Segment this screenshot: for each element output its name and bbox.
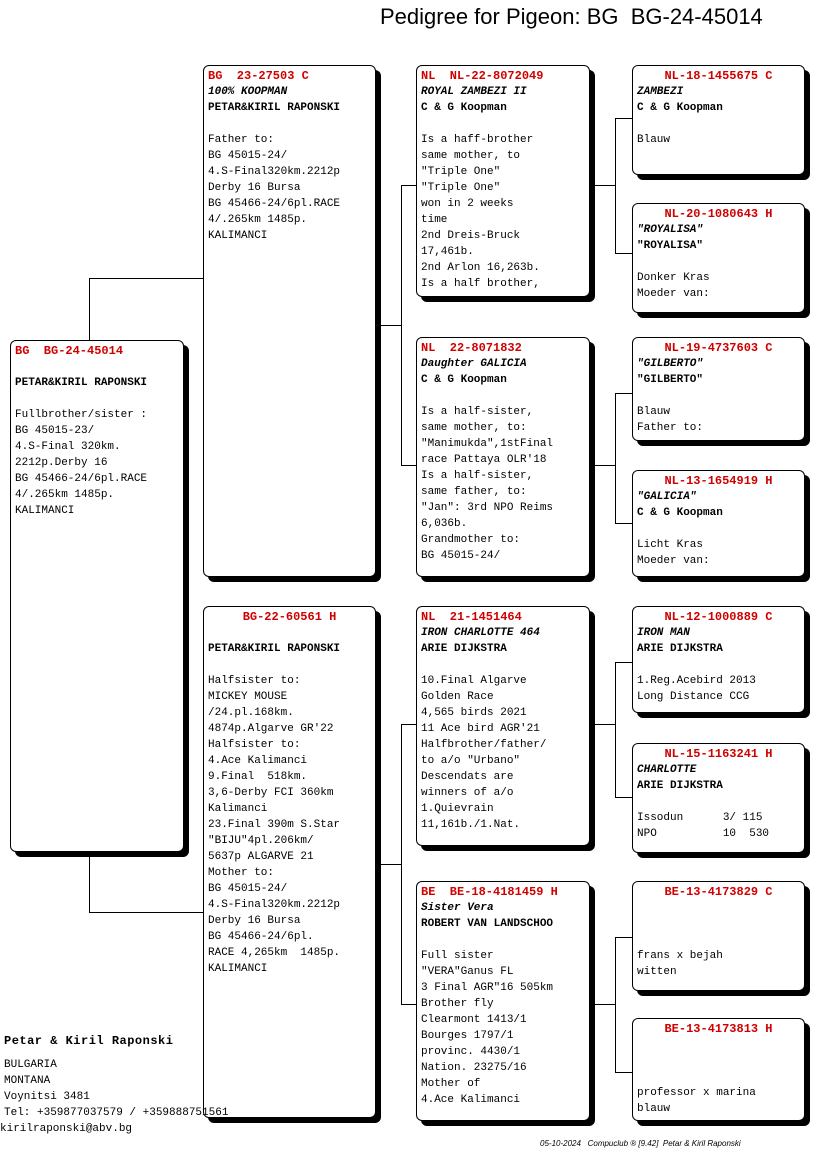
connector-line <box>376 864 401 865</box>
ancestor-card[interactable] <box>632 65 805 175</box>
pigeon-name: Sister Vera <box>421 902 494 914</box>
ring-number: BE-13-4173829 C <box>664 885 773 899</box>
info-line: "BIJU"4pl.206km/ <box>208 835 314 847</box>
connector-line <box>89 278 204 279</box>
info-line: Halfsister to: <box>208 739 301 751</box>
info-line: Halfbrother/father/ <box>421 739 547 751</box>
connector-line <box>615 393 616 523</box>
connector-line <box>401 724 417 725</box>
granddam-maternal-card[interactable] <box>416 881 590 1121</box>
connector-line <box>615 662 616 797</box>
pigeon-name: 100% KOOPMAN <box>208 86 288 98</box>
info-line: Licht Kras <box>637 539 704 551</box>
info-line: Is a half-sister, <box>421 470 534 482</box>
info-line: winners of a/o <box>421 787 514 799</box>
info-line: 3 Final AGR"16 505km <box>421 982 554 994</box>
ancestor-card[interactable] <box>632 337 805 441</box>
info-line: KALIMANCI <box>208 230 268 242</box>
breeder-email: kirilraponski@abv.bg <box>0 1123 133 1135</box>
connector-line <box>401 185 402 465</box>
info-line: Clearmont 1413/1 <box>421 1014 527 1026</box>
info-line: NPO 10 530 <box>637 828 770 840</box>
info-line: same mother, to <box>421 150 521 162</box>
breeder-address: Voynitsi 3481 <box>4 1091 90 1103</box>
ring-number: NL-15-1163241 H <box>664 747 773 761</box>
info-line: Is a half brother, <box>421 278 540 290</box>
info-line: Mother of <box>421 1078 481 1090</box>
mother-card[interactable] <box>203 606 376 1118</box>
info-line: 2212p.Derby 16 <box>15 457 108 469</box>
owner-name: PETAR&KIRIL RAPONSKI <box>15 377 148 389</box>
pigeon-name: CHARLOTTE <box>637 764 697 776</box>
connector-line <box>376 325 401 326</box>
pigeon-card[interactable] <box>10 340 184 852</box>
info-line: Moeder van: <box>637 288 710 300</box>
info-line: Moeder van: <box>637 555 710 567</box>
owner-name: C & G Koopman <box>421 102 507 114</box>
info-line: Blauw <box>637 406 671 418</box>
ring-number: BG-22-60561 H <box>242 610 337 624</box>
info-line: Kalimanci <box>208 803 268 815</box>
ring-number: NL-20-1080643 H <box>664 207 773 221</box>
pigeon-name: "ROYALISA" <box>637 224 704 236</box>
info-line: KALIMANCI <box>208 963 268 975</box>
info-line: 6,036b. <box>421 518 468 530</box>
info-line: Descendats are <box>421 771 514 783</box>
connector-line <box>590 185 615 186</box>
info-line: Derby 16 Bursa <box>208 182 301 194</box>
owner-name: ARIE DIJKSTRA <box>421 643 507 655</box>
pigeon-name: "GALICIA" <box>637 491 697 503</box>
ancestor-card[interactable] <box>632 1018 805 1121</box>
info-line: witten <box>637 966 677 978</box>
info-line: BG 45015-24/ <box>208 150 288 162</box>
info-line: 4.Ace Kalimanci <box>421 1094 521 1106</box>
ring-number: NL-19-4737603 C <box>664 341 773 355</box>
info-line: 17,461b. <box>421 246 474 258</box>
page-title: Pedigree for Pigeon: BG BG-24-45014 <box>380 4 763 29</box>
info-line: 4,565 birds 2021 <box>421 707 527 719</box>
info-line: Grandmother to: <box>421 534 521 546</box>
info-line: Father to: <box>637 422 704 434</box>
breeder-phone: Tel: +359877037579 / +359888751561 <box>4 1107 229 1119</box>
ancestor-card[interactable] <box>632 743 805 853</box>
info-line: Bourges 1797/1 <box>421 1030 514 1042</box>
info-line: 11 Ace bird AGR'21 <box>421 723 540 735</box>
breeder-name: Petar & Kiril Raponski <box>4 1034 174 1048</box>
owner-name: ARIE DIJKSTRA <box>637 643 723 655</box>
info-line: "Manimukda",1stFinal <box>421 438 554 450</box>
owner-name: ROBERT VAN LANDSCHOO <box>421 918 554 930</box>
grandsire-maternal-card[interactable] <box>416 606 590 846</box>
connector-line <box>615 662 632 663</box>
connector-line <box>615 253 632 254</box>
owner-name: C & G Koopman <box>637 507 723 519</box>
connector-line <box>615 937 616 1072</box>
ring-number: NL NL-22-8072049 <box>421 69 544 83</box>
info-line: provinc. 4430/1 <box>421 1046 521 1058</box>
info-line: "Triple One" <box>421 166 501 178</box>
connector-line <box>615 523 632 524</box>
grandsire-paternal-card[interactable] <box>416 65 590 297</box>
ring-number: BE-13-4173813 H <box>664 1022 773 1036</box>
connector-line <box>401 1004 417 1005</box>
connector-line <box>590 465 615 466</box>
info-line: 10.Final Algarve <box>421 675 527 687</box>
info-line: Is a haff-brother <box>421 134 534 146</box>
info-line: 1.Reg.Acebird 2013 <box>637 675 756 687</box>
info-line: Mother to: <box>208 867 275 879</box>
info-line: professor x marina <box>637 1087 756 1099</box>
owner-name: "ROYALISA" <box>637 240 704 252</box>
info-line: Donker Kras <box>637 272 710 284</box>
owner-name: ARIE DIJKSTRA <box>637 780 723 792</box>
info-line: KALIMANCI <box>15 505 75 517</box>
info-line: Long Distance CCG <box>637 691 750 703</box>
info-line: BG 45015-24/ <box>208 883 288 895</box>
connector-line <box>590 1004 615 1005</box>
connector-line <box>590 724 615 725</box>
info-line: BG 45015-24/ <box>421 550 501 562</box>
connector-line <box>401 724 402 1004</box>
ring-number: NL-18-1455675 C <box>664 69 773 83</box>
info-line: time <box>421 214 448 226</box>
info-line: to a/o "Urbano" <box>421 755 521 767</box>
ring-number: NL-12-1000889 C <box>664 610 773 624</box>
info-line: Issodun 3/ 115 <box>637 812 763 824</box>
info-line: Golden Race <box>421 691 494 703</box>
info-line: race Pattaya OLR'18 <box>421 454 547 466</box>
owner-name: C & G Koopman <box>637 102 723 114</box>
breeder-country: BULGARIA <box>4 1059 57 1071</box>
pigeon-name: ROYAL ZAMBEZI II <box>421 86 527 98</box>
info-line: BG 45466-24/6pl.RACE <box>208 198 341 210</box>
info-line: same father, to: <box>421 486 527 498</box>
father-card[interactable] <box>203 65 376 577</box>
owner-name: "GILBERTO" <box>637 374 704 386</box>
ring-number: NL-13-1654919 H <box>664 474 773 488</box>
info-line: BG 45466-24/6pl.RACE <box>15 473 148 485</box>
info-line: 2nd Dreis-Bruck <box>421 230 521 242</box>
ancestor-card[interactable] <box>632 470 805 577</box>
granddam-paternal-card[interactable] <box>416 337 590 577</box>
ring-number: BE BE-18-4181459 H <box>421 885 558 899</box>
info-line: BG 45466-24/6pl. <box>208 931 314 943</box>
ancestor-card[interactable] <box>632 881 805 991</box>
connector-line <box>401 185 417 186</box>
info-line: MICKEY MOUSE <box>208 691 288 703</box>
owner-name: PETAR&KIRIL RAPONSKI <box>208 102 341 114</box>
pigeon-name: IRON CHARLOTTE 464 <box>421 627 540 639</box>
connector-line <box>89 278 90 340</box>
pigeon-name: Daughter GALICIA <box>421 358 527 370</box>
info-line: 9.Final 518km. <box>208 771 308 783</box>
info-line: won in 2 weeks <box>421 198 514 210</box>
info-line: 4874p.Algarve GR'22 <box>208 723 334 735</box>
pigeon-name: "GILBERTO" <box>637 358 704 370</box>
owner-name: C & G Koopman <box>421 374 507 386</box>
info-line: 4/.265km 1485p. <box>208 214 308 226</box>
info-line: Blauw <box>637 134 671 146</box>
info-line: RACE 4,265km 1485p. <box>208 947 341 959</box>
info-line: 2nd Arlon 16,263b. <box>421 262 540 274</box>
info-line: blauw <box>637 1103 671 1115</box>
info-line: 3,6-Derby FCI 360km <box>208 787 334 799</box>
footer-credits: 05-10-2024 Compuclub ® [9.42] Petar & Kiril Raponski <box>540 1139 741 1148</box>
info-line: 4/.265km 1485p. <box>15 489 115 501</box>
info-line: 5637p ALGARVE 21 <box>208 851 314 863</box>
info-line: Derby 16 Bursa <box>208 915 301 927</box>
owner-name: PETAR&KIRIL RAPONSKI <box>208 643 341 655</box>
info-line: Full sister <box>421 950 494 962</box>
info-line: 4.Ace Kalimanci <box>208 755 308 767</box>
info-line: 23.Final 390m S.Star <box>208 819 341 831</box>
info-line: 4.S-Final320km.2212p <box>208 899 341 911</box>
ancestor-card[interactable] <box>632 606 805 713</box>
info-line: Nation. 23275/16 <box>421 1062 527 1074</box>
info-line: same mother, to: <box>421 422 527 434</box>
info-line: 4.S-Final320km.2212p <box>208 166 341 178</box>
pigeon-name: ZAMBEZI <box>637 86 684 98</box>
ring-number: NL 22-8071832 <box>421 341 522 355</box>
pigeon-name: IRON MAN <box>637 627 690 639</box>
info-line: Halfsister to: <box>208 675 301 687</box>
info-line: Is a half-sister, <box>421 406 534 418</box>
breeder-info <box>0 1033 229 1137</box>
info-line: Brother fly <box>421 998 494 1010</box>
info-line: BG 45015-23/ <box>15 425 95 437</box>
info-line: 1.Quievrain <box>421 803 494 815</box>
info-line: Father to: <box>208 134 275 146</box>
connector-line <box>401 465 417 466</box>
connector-line <box>615 1072 632 1073</box>
info-line: "Jan": 3rd NPO Reims <box>421 502 554 514</box>
connector-line <box>615 937 632 938</box>
ring-number: NL 21-1451464 <box>421 610 522 624</box>
connector-line <box>615 393 632 394</box>
connector-line <box>615 118 616 253</box>
info-line: 11,161b./1.Nat. <box>421 819 521 831</box>
connector-line <box>89 857 90 912</box>
ring-number: BG 23-27503 C <box>208 69 309 83</box>
ancestor-card[interactable] <box>632 203 805 313</box>
info-line: 4.S-Final 320km. <box>15 441 121 453</box>
info-line: "Triple One" <box>421 182 501 194</box>
connector-line <box>615 118 632 119</box>
info-line: frans x bejah <box>637 950 723 962</box>
info-line: Fullbrother/sister : <box>15 409 148 421</box>
info-line: /24.pl.168km. <box>208 707 294 719</box>
info-line: "VERA"Ganus FL <box>421 966 514 978</box>
ring-number: BG BG-24-45014 <box>15 344 124 358</box>
connector-line <box>615 797 632 798</box>
connector-line <box>89 912 204 913</box>
breeder-region: MONTANA <box>4 1075 51 1087</box>
